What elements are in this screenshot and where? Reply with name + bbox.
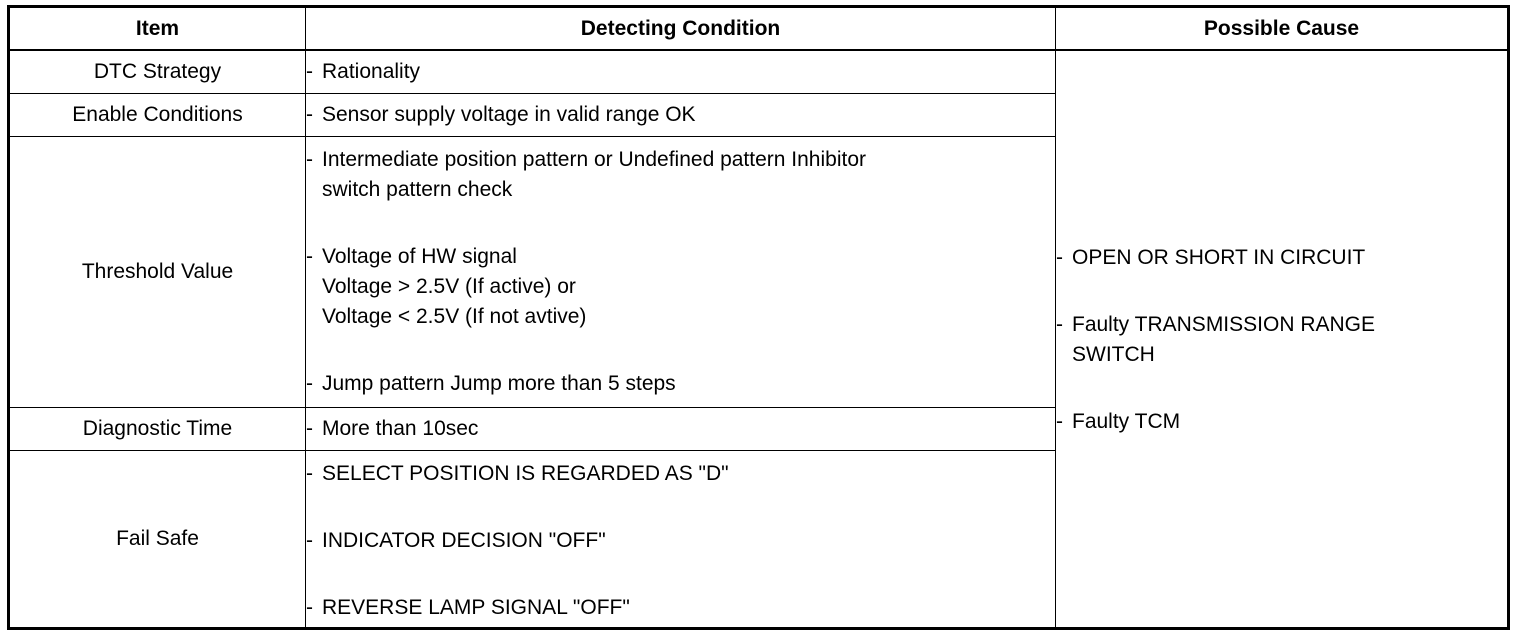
- bullet-dash: -: [306, 103, 313, 127]
- condition-text: Jump pattern Jump more than 5 steps: [322, 372, 676, 396]
- cause-text: OPEN OR SHORT IN CIRCUIT: [1072, 246, 1366, 269]
- condition-line: [306, 145, 1055, 205]
- item-fail-safe: Fail Safe: [9, 450, 306, 628]
- condition-cell: [306, 407, 1056, 450]
- bullet-dash: -: [306, 148, 313, 172]
- item-threshold-value: Threshold Value: [9, 137, 306, 407]
- cause-text: Faulty TCM: [1072, 410, 1181, 433]
- condition-text: More than 10sec: [322, 416, 479, 440]
- table-row: [9, 50, 1509, 93]
- condition-line: [306, 414, 1055, 444]
- bullet-dash: -: [306, 595, 313, 619]
- condition-line: [306, 459, 1055, 489]
- condition-line: [306, 369, 1055, 399]
- cause-line: [1056, 407, 1507, 437]
- bullet-dash: -: [306, 416, 313, 440]
- condition-line: [306, 100, 1055, 130]
- header-item: Item: [9, 7, 306, 51]
- condition-text: Sensor supply voltage in valid range OK: [322, 103, 696, 127]
- table-header-row: [9, 7, 1509, 51]
- condition-text: REVERSE LAMP SIGNAL "OFF": [322, 595, 630, 619]
- item-diagnostic-time: Diagnostic Time: [9, 407, 306, 450]
- item-enable-conditions: Enable Conditions: [9, 93, 306, 136]
- condition-cell: [306, 50, 1056, 93]
- condition-text: Rationality: [322, 59, 421, 83]
- bullet-dash: -: [1056, 246, 1063, 269]
- bullet-dash: -: [306, 245, 313, 269]
- bullet-dash: -: [306, 372, 313, 396]
- condition-line: [306, 593, 1055, 623]
- condition-line: [306, 57, 1055, 87]
- condition-line: [306, 526, 1055, 556]
- bullet-dash: -: [1056, 410, 1063, 433]
- condition-text: INDICATOR DECISION "OFF": [322, 528, 606, 552]
- cause-line: [1056, 310, 1507, 370]
- condition-cell: [306, 93, 1056, 136]
- header-possible-cause: Possible Cause: [1056, 7, 1509, 51]
- condition-text: Voltage of HW signal Voltage > 2.5V (If active) or Voltage < 2.5V (If not avtive): [322, 245, 587, 329]
- condition-cell: [306, 450, 1056, 628]
- header-detecting-condition: Detecting Condition: [306, 7, 1056, 51]
- cause-text: Faulty TRANSMISSION RANGE SWITCH: [1072, 313, 1376, 366]
- bullet-dash: -: [306, 528, 313, 552]
- bullet-dash: -: [1056, 313, 1063, 336]
- condition-cell: [306, 137, 1056, 407]
- bullet-dash: -: [306, 461, 313, 485]
- condition-text: SELECT POSITION IS REGARDED AS "D": [322, 461, 729, 485]
- cause-line: [1056, 243, 1507, 273]
- condition-text: Intermediate position pattern or Undefined pattern Inhibitor switch pattern check: [322, 148, 867, 202]
- item-dtc-strategy: DTC Strategy: [9, 50, 306, 93]
- condition-line: [306, 242, 1055, 332]
- possible-cause-cell: [1056, 50, 1509, 629]
- dtc-table: [7, 5, 1510, 630]
- bullet-dash: -: [306, 59, 313, 83]
